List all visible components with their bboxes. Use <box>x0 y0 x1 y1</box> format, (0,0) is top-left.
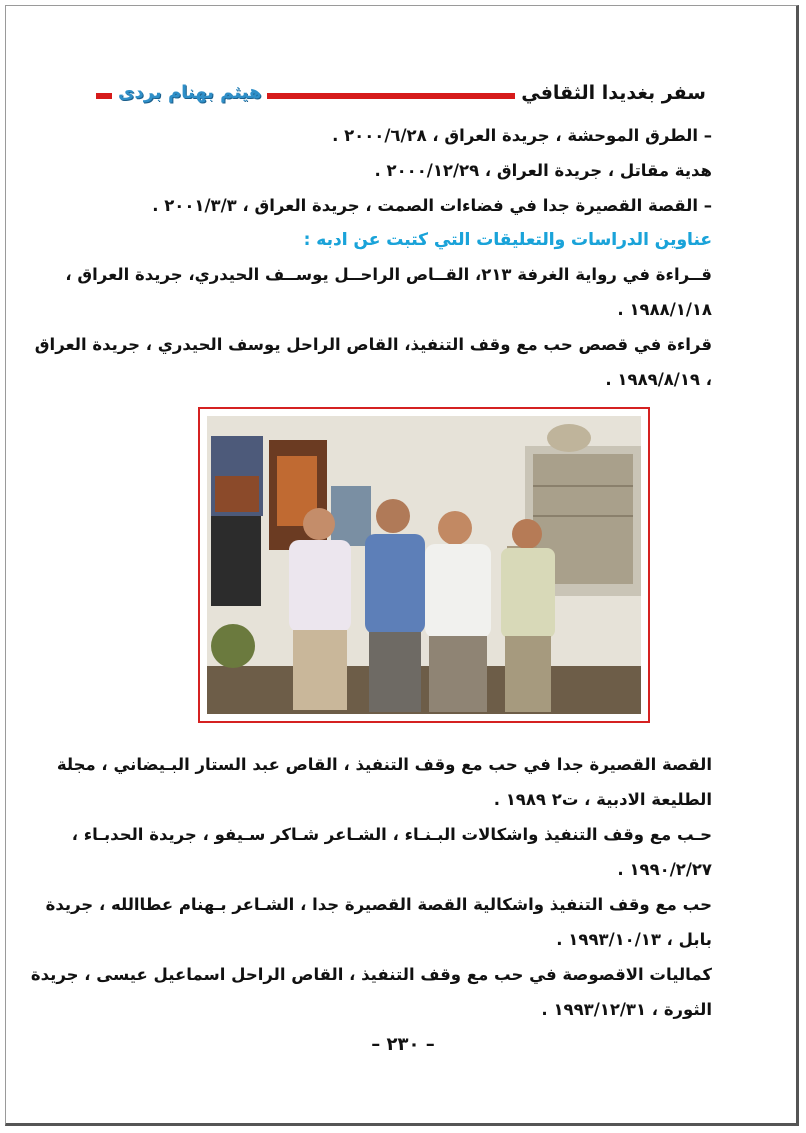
text-line: قــراءة في رواية الغرفة ٢١٣، القــاص الراحــل يوســف الحيدري، جريدة العراق ، <box>65 265 712 284</box>
text-line: – القصة القصيرة جدا في فضاءات الصمت ، جريدة العراق ، ٢٠٠١/٣/٣ . <box>152 196 712 215</box>
text-line: ١٩٩٠/٢/٢٧ . <box>617 860 712 879</box>
text-line: القصة القصيرة جدا في حب مع وقف التنفيذ ، القاص عبد الستار البـيضاني ، مجلة <box>56 755 712 774</box>
photo-illustration <box>207 416 641 714</box>
main-text-block <box>34 118 712 397</box>
group-photo <box>207 416 641 714</box>
text-line: ، ١٩٨٩/٨/١٩ . <box>605 370 712 389</box>
author-name: هيثم بهنام بردى <box>112 82 267 103</box>
text-line: الطليعة الادبية ، ت٢ ١٩٨٩ . <box>493 790 712 809</box>
text-line: حـب مع وقف التنفيذ واشكالات البـنـاء ، الشـاعر شـاكر سـيفو ، جريدة الحدبـاء ، <box>71 825 712 844</box>
text-line: حب مع وقف التنفيذ واشكالية القصة القصيرة جدا ، الشـاعر بـهنام عطاالله ، جريدة <box>45 895 712 914</box>
section-heading: عناوين الدراسات والتعليقات التي كتبت عن ادبه : <box>303 230 712 250</box>
text-line: – الطرق الموحشة ، جريدة العراق ، ٢٠٠٠/٦/٢٨ . <box>332 126 712 145</box>
photo-frame <box>198 407 650 723</box>
continued-text-block <box>30 747 712 1027</box>
text-line: قراءة في قصص حب مع وقف التنفيذ، القاص الراحل يوسف الحيدري ، جريدة العراق <box>34 335 712 354</box>
text-line: ١٩٨٨/١/١٨ . <box>617 300 712 319</box>
page-number: – ٢٣٠ – <box>371 1034 435 1055</box>
book-title: سفر بغديدا الثقافي <box>515 82 706 104</box>
text-line: هدية مقاتل ، جريدة العراق ، ٢٠٠٠/١٢/٢٩ . <box>374 161 712 180</box>
text-line: كماليات الاقصوصة في حب مع وقف التنفيذ ، القاص الراحل اسماعيل عيسى ، جريدة <box>30 965 712 984</box>
text-line: الثورة ، ١٩٩٣/١٢/٣١ . <box>541 1000 712 1019</box>
running-header <box>96 82 706 106</box>
text-line: بابل ، ١٩٩٣/١٠/١٣ . <box>556 930 712 949</box>
